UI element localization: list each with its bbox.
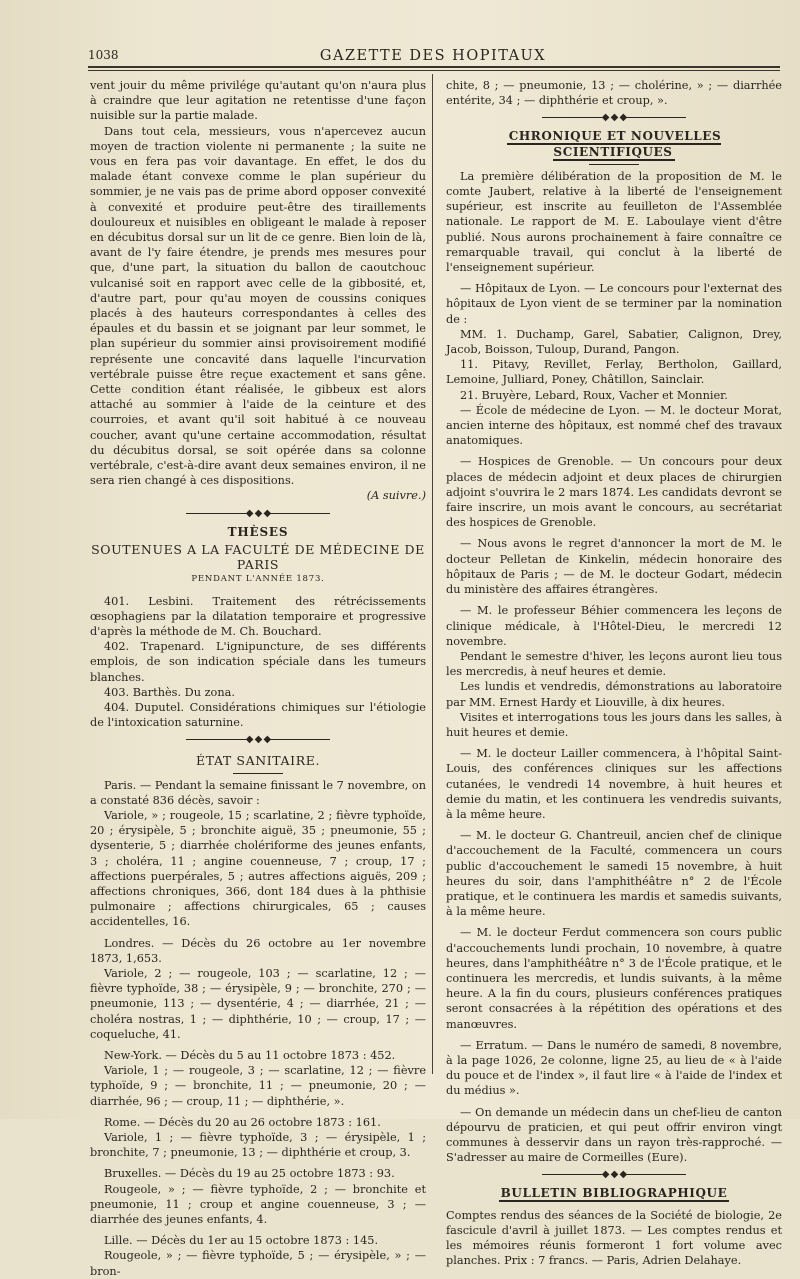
right-column [446, 78, 782, 1268]
theses-heading: THÈSES [227, 524, 289, 539]
these-entry: 401. Lesbini. Traitement des rétrécissements œsophagiens par la dilatation temporaire et progressive d'après la méthode de M. Ch. Bouchard. [90, 594, 426, 638]
these-entry: 403. Barthès. Du zona. [104, 685, 235, 699]
report-continuation: chite, 8 ; — pneumonie, 13 ; — cholérine, » ; — diarrhée entérite, 34 ; — diphthérie et croup, ». [446, 79, 782, 108]
continuation-note: (A suivre.) [366, 489, 426, 503]
news-item: — M. le docteur Ferdut commencera son cours public d'accouchements lundi prochain, 10 novembre, à quatre heures, dans l'amphithéâtre n° 3 de l'École pratique, et le continuera les mercredis, et lundis suivants, à la même heure. A la fin du cours, plusieurs conférences pratiques seront consacrées à la répétition des opérations et des manœuvres. [446, 926, 782, 1031]
report-newyork: New-York. — Décès du 5 au 11 octobre 1873 : 452. [104, 1048, 396, 1062]
news-item: — M. le docteur Lailler commencera, à l'hôpital Saint-Louis, des conférences cliniques sur les affections cutanées, le vendredi 14 novembre, à huit heures et demie du matin, et les continuera les vendredis suivants, à la même heure. [446, 747, 782, 821]
header-rule-thin [88, 70, 780, 71]
chronique-heading [446, 129, 782, 159]
journal-title: GAZETTE DES HOPITAUX [319, 48, 547, 64]
these-entry: 402. Trapenard. L'ignipuncture, de ses différents emplois, de son indication spéciale dans les tumeurs blanches. [90, 640, 426, 684]
report-rome: Rome. — Décès du 20 au 26 octobre 1873 : 161. [104, 1115, 381, 1129]
ornament-divider: ◆ ◆ ◆ [90, 733, 426, 747]
news-item: — Erratum. — Dans le numéro de samedi, 8 novembre, à la page 1026, 2e colonne, ligne 25, au lieu de « à l'aide du pouce et de l'index », il faut lire « à l'aide de l'index et du médius ». [446, 1038, 782, 1098]
article-paragraph: vent jouir du même privilége qu'autant qu'on n'aura plus à craindre que leur agitation ne retentisse d'une façon nuisible sur la partie malade. [90, 79, 426, 123]
news-item: — Hospices de Grenoble. — Un concours pour deux places de médecin adjoint et deux places de chirurgien adjoint s'ouvrira le 2 mars 1874. Les candidats devront se faire inscrire, un mois avant le concours, au secrétariat des hospices de Grenoble. [446, 455, 782, 530]
etat-heading: ÉTAT SANITAIRE. [195, 753, 321, 769]
news-item: — M. le professeur Béhier commencera les leçons de clinique médicale, à l'Hôtel-Dieu, le mercredi 12 novembre. [446, 604, 782, 648]
report-londres-details: Variole, 2 ; — rougeole, 103 ; — scarlatine, 12 ; — fièvre typhoïde, 38 ; — érysipèle, 9 ; — bronchite, 270 ; — pneumonie, 113 ; — dysentérie, 4 ; — diarrhée, 21 ; — choléra nostras, 1 ; — diphthérie, 10 ; — croup, 17 ; — coqueluche, 41. [90, 966, 426, 1041]
news-item: — On demande un médecin dans un chef-lieu de canton dépourvu de praticien, et qui peut offrir environ vingt communes à desservir dans un rayon très-rapproché. — S'adresser au maire de Cormeilles (Eure). [446, 1105, 782, 1165]
theses-subheading: SOUTENUES A LA FACULTÉ DE MÉDECINE DE PARIS [91, 541, 425, 573]
news-list: 21. Bruyère, Lebard, Roux, Vacher et Monnier. [460, 388, 728, 402]
page-number: 1038 [88, 48, 119, 62]
news-item: — École de médecine de Lyon. — M. le docteur Morat, ancien interne des hôpitaux, est nommé chef des travaux anatomiques. [446, 403, 782, 448]
chronique-heading-text: CHRONIQUE ET NOUVELLES SCIENTIFIQUES [508, 129, 722, 159]
theses-year: PENDANT L'ANNÉE 1873. [191, 574, 325, 585]
report-londres: Londres. — Décès du 26 octobre au 1er novembre 1873, 1,653. [90, 936, 426, 965]
report-paris: Paris. — Pendant la semaine finissant le 7 novembre, on a constaté 836 décès, savoir : [90, 778, 426, 807]
short-rule [233, 773, 283, 774]
news-item: — M. le docteur G. Chantreuil, ancien chef de clinique d'accouchement de la Faculté, commencera un cours public d'accouchement le samedi 15 novembre, à huit heures du soir, dans l'amphithéâtre n° 2 de l'École pratique, et le continuera les mardis et samedis suivants, à la même heure. [446, 829, 782, 919]
news-list: MM. 1. Duchamp, Garel, Sabatier, Calignon, Drey, Jacob, Boisson, Tuloup, Durand, Pangon. [446, 327, 782, 357]
news-item: Les lundis et vendredis, démonstrations au laboratoire par MM. Ernest Hardy et Liouville, à dix heures. [446, 680, 782, 709]
report-rome-details: Variole, 1 ; — fièvre typhoïde, 3 ; — érysipèle, 1 ; bronchite, 7 ; pneumonie, 13 ; — diphthérie et croup, 3. [90, 1131, 426, 1160]
news-list: 11. Pitavy, Revillet, Ferlay, Bertholon, Gaillard, Lemoine, Julliard, Poney, Châtillon, Sainclair. [446, 358, 782, 387]
ornament-divider: ◆ ◆ ◆ [446, 111, 782, 125]
report-lille-details: Rougeole, » ; — fièvre typhoïde, 5 ; — érysipèle, » ; — bron- [90, 1249, 426, 1278]
news-item: Visites et interrogations tous les jours dans les salles, à huit heures et demie. [446, 710, 782, 739]
article-paragraph: Dans tout cela, messieurs, vous n'apercevez aucun moyen de traction violente ni permanente ; la suite ne vous en fera pas voir davantage. En effet, le dos du malade étant convexe comme le plan supérieur du sommier, je ne vais pas de prime abord opposer convexité à convexité et produire peut-être des tiraillements douloureux et nuisibles en obligeant le malade à reposer en décubitus dorsal sur un lit de ce genre. Bien loin de là, avant de l'y faire étendre, je prends mes mesures pour que, d'une part, la situation du ballon de caoutchouc vulcanisé soit en rapport avec celle de la gibbosité, et, d'autre part, pour qu'au moyen de coussins coniques placés à des hauteurs correspondantes à celles des épaules et du bassin et se joignant par leur sommet, le plan supérieur du sommier ainsi provisoirement modifié représente une concavité dans laquelle l'incurvation vertébrale puisse être reçue exactement et sans gêne. Cette condition étant réalisée, le gibbeux est alors attaché au sommier à l'aide de la ceinture et des courroies, et avant qu'il soit habitué à ce nouveau coucher, avant qu'une certaine accommodation, résultat du décubitus dorsal, se soit opérée dans sa colonne vertébrale, c'est-à-dire avant deux semaines environ, il ne sera rien changé à ces dispositions. [90, 124, 426, 488]
ornament-divider: ◆ ◆ ◆ [446, 1168, 782, 1182]
header-rule [88, 66, 780, 68]
news-item: — Hôpitaux de Lyon. — Le concours pour l'externat des hôpitaux de Lyon vient de se terminer par la nomination de : [446, 282, 782, 326]
column-divider [432, 74, 433, 1074]
ornament-divider: ◆ ◆ ◆ [90, 507, 426, 521]
bulletin-heading [446, 1186, 782, 1201]
report-lille: Lille. — Décès du 1er au 15 octobre 1873 : 145. [104, 1234, 379, 1248]
report-bruxelles-details: Rougeole, » ; — fièvre typhoïde, 2 ; — bronchite et pneumonie, 11 ; croup et angine couenneuse, 3 ; — diarrhée des jeunes enfants, 4. [90, 1182, 426, 1227]
news-item: Pendant le semestre d'hiver, les leçons auront lieu tous les mercredis, à neuf heures et demie. [446, 649, 782, 679]
left-column [90, 78, 426, 1278]
short-rule [589, 164, 639, 165]
news-item: La première délibération de la proposition de M. le comte Jaubert, relative à la liberté de l'enseignement supérieur, est inscrite au feuilleton de l'Assemblée nationale. Le rapport de M. E. Laboulaye vient d'être publié. Nous aurons prochainement à faire connaître ce remarquable travail, qui conclut à la liberté de l'enseignement supérieur. [446, 169, 782, 275]
report-newyork-details: Variole, 1 ; — rougeole, 3 ; — scarlatine, 12 ; — fièvre typhoïde, 9 ; — bronchite, 11 ; — pneumonie, 20 ; — diarrhée, 96 ; — croup, 11 ; — diphthérie, ». [90, 1064, 426, 1108]
bulletin-heading-text: BULLETIN BIBLIOGRAPHIQUE [500, 1186, 728, 1201]
bibliography-entry: Comptes rendus des séances de la Société de biologie, 2e fascicule d'avril à juillet 1873. — Les comptes rendus et les mémoires réunis formeront 1 fort volume avec planches. Prix : 7 francs. — Paris, Adrien Delahaye. [446, 1208, 782, 1268]
these-entry: 404. Duputel. Considérations chimiques sur l'étiologie de l'intoxication saturnine. [90, 700, 426, 730]
report-paris-details: Variole, » ; rougeole, 15 ; scarlatine, 2 ; fièvre typhoïde, 20 ; érysipèle, 5 ; bronchite aiguë, 35 ; pneumonie, 55 ; dysenterie, 5 ; diarrhée cholériforme des jeunes enfants, 3 ; choléra, 11 ; angine couenneuse, 7 ; croup, 17 ; affections puerpérales, 5 ; autres affections aiguës, 209 ; affections chroniques, 366, dont 184 dues à la phthisie pulmonaire ; affections chirurgicales, 65 ; causes accidentelles, 16. [90, 808, 426, 929]
news-item: — Nous avons le regret d'annoncer la mort de M. le docteur Pelletan de Kinkelin, médecin honoraire des hôpitaux de Paris ; — de M. le docteur Godart, médecin du ministère des affaires étrangères. [446, 537, 782, 597]
report-bruxelles: Bruxelles. — Décès du 19 au 25 octobre 1873 : 93. [104, 1167, 395, 1181]
